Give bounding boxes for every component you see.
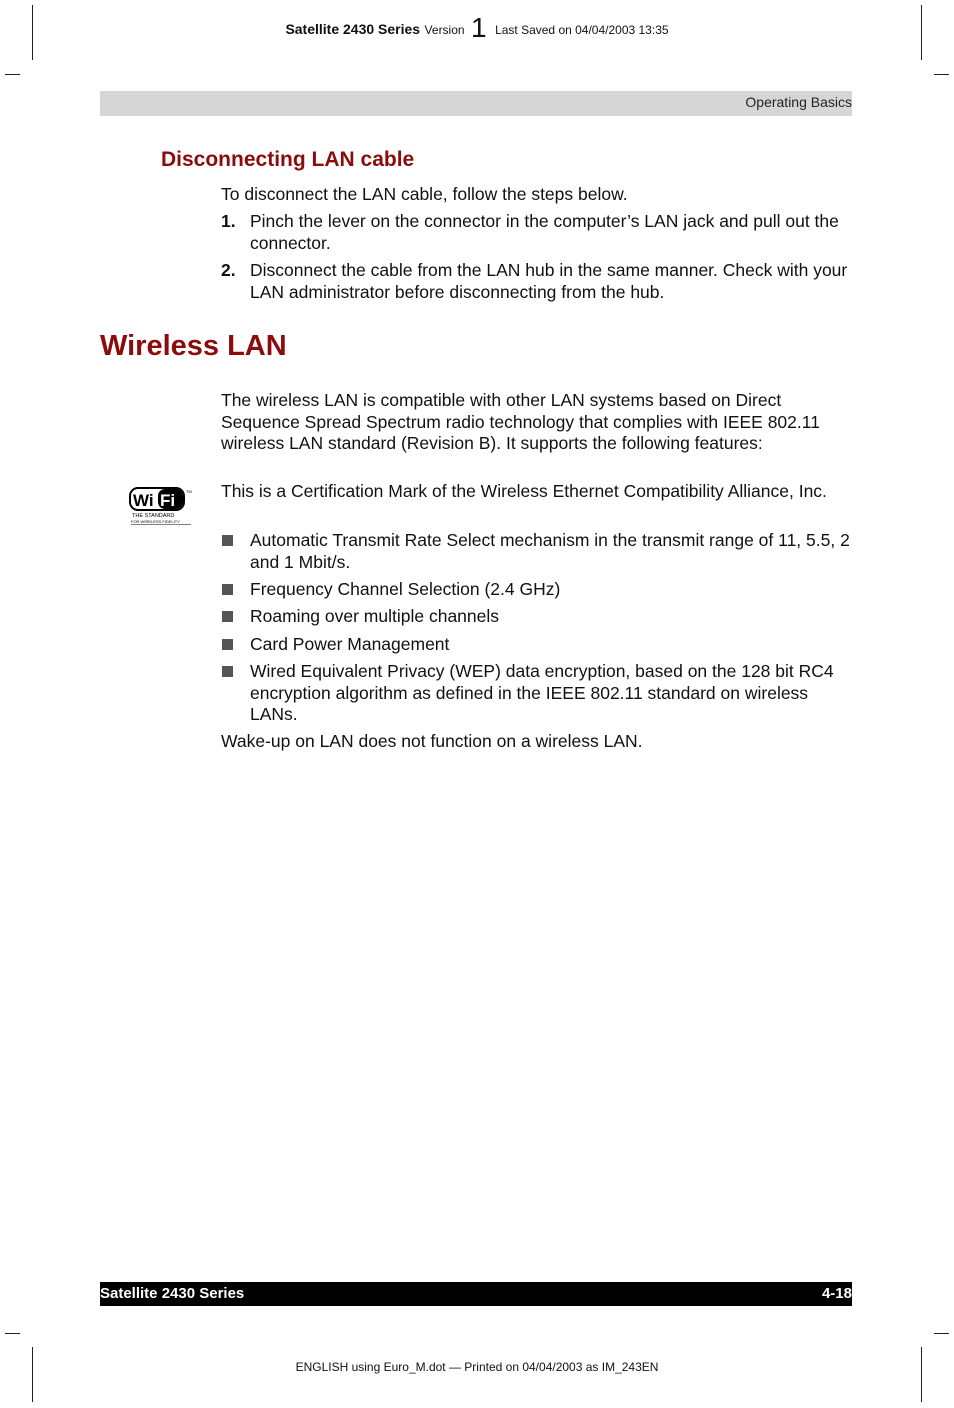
svg-text:TM: TM <box>186 489 192 494</box>
version-number: 1 <box>471 12 487 43</box>
crop-mark <box>5 74 20 75</box>
subsection-heading: Disconnecting LAN cable <box>161 148 415 171</box>
footer-product: Satellite 2430 Series <box>100 1285 245 1302</box>
step-text: Pinch the lever on the connector in the computer’s LAN jack and pull out the connector. <box>250 211 839 253</box>
running-header <box>100 91 852 116</box>
bullet-square-icon <box>222 611 233 622</box>
paragraph: To disconnect the LAN cable, follow the steps below. <box>221 184 628 204</box>
wifi-logo <box>129 486 193 526</box>
svg-text:Fi: Fi <box>160 491 176 510</box>
feature-item: Roaming over multiple channels <box>250 606 500 626</box>
crop-mark <box>5 1333 20 1334</box>
crop-mark <box>921 1347 922 1402</box>
print-info: ENGLISH using Euro_M.dot — Printed on 04/04/2003 as IM_243EN <box>295 1360 659 1374</box>
feature-item: Card Power Management <box>250 634 450 654</box>
bullet-square-icon <box>222 666 233 677</box>
crop-mark <box>32 1347 33 1402</box>
crop-mark <box>934 74 949 75</box>
bullet-square-icon <box>222 535 233 546</box>
step-number: 1. <box>221 211 236 231</box>
feature-item: Automatic Transmit Rate Select mechanism in the transmit range of 11, 5.5, 2 and 1 Mbit/s. <box>250 530 850 572</box>
page-number: 4-18 <box>821 1285 852 1302</box>
running-footer <box>100 1282 852 1306</box>
version-label: Version <box>424 23 465 37</box>
last-saved: Last Saved on 04/04/2003 13:35 <box>495 23 669 37</box>
document-title: Satellite 2430 Series <box>285 21 421 37</box>
section-name: Operating Basics <box>745 94 852 110</box>
paragraph: Wake-up on LAN does not function on a wireless LAN. <box>221 731 643 751</box>
bullet-square-icon <box>222 584 233 595</box>
paragraph: The wireless LAN is compatible with other LAN systems based on Direct Sequence Spread Spectrum radio technology that complies with IEEE 802.11 wireless LAN standard (Revision B). It supports the following features: <box>221 390 820 453</box>
feature-item: Wired Equivalent Privacy (WEP) data encryption, based on the 128 bit RC4 encryption algorithm as defined in the IEEE 802.11 standard on wireless LANs. <box>250 661 834 724</box>
step-number: 2. <box>221 260 236 280</box>
feature-item: Frequency Channel Selection (2.4 GHz) <box>250 579 561 599</box>
crop-mark <box>934 1333 949 1334</box>
certification-note: This is a Certification Mark of the Wireless Ethernet Compatibility Alliance, Inc. <box>221 481 827 501</box>
svg-text:FOR WIRELESS FIDELITY: FOR WIRELESS FIDELITY <box>131 519 180 524</box>
section-heading: Wireless LAN <box>100 330 287 362</box>
document-meta-header <box>0 12 954 43</box>
step-text: Disconnect the cable from the LAN hub in the same manner. Check with your LAN administrator before disconnecting from the hub. <box>250 260 848 302</box>
svg-text:Wi: Wi <box>133 491 154 510</box>
svg-text:THE STANDARD: THE STANDARD <box>132 513 175 519</box>
bullet-square-icon <box>222 639 233 650</box>
